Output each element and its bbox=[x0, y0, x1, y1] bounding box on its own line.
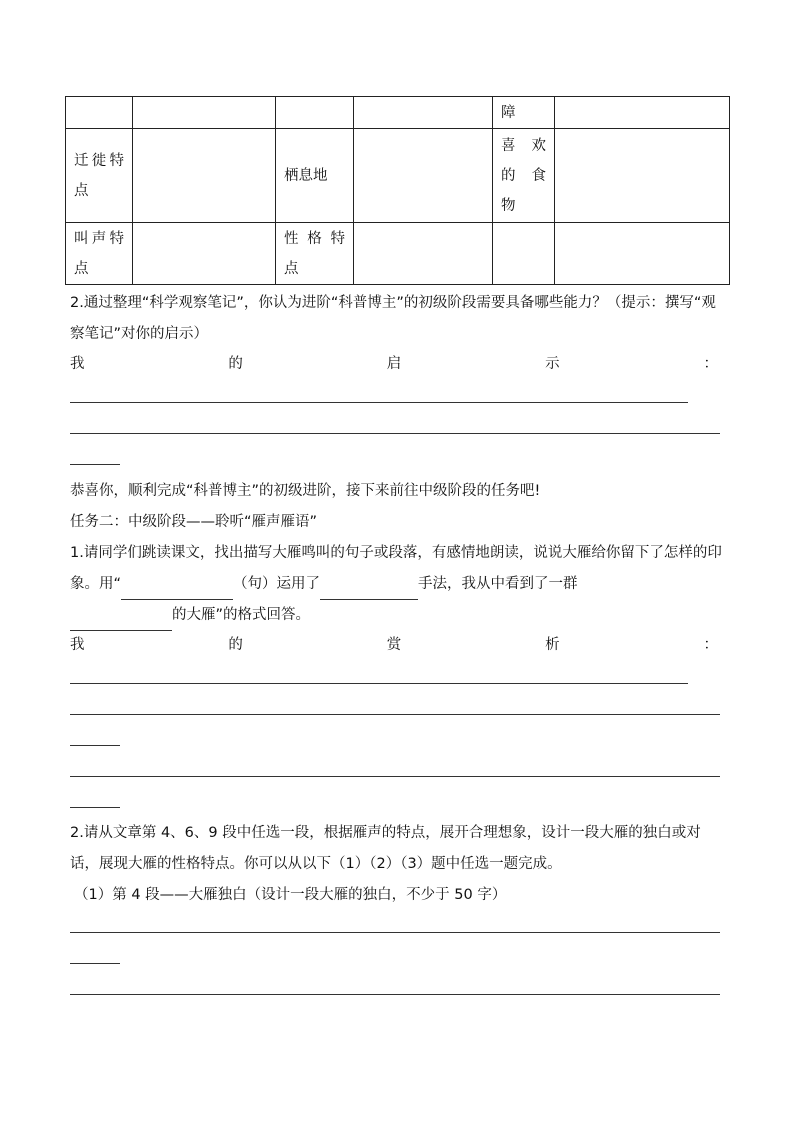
answer-line[interactable] bbox=[70, 807, 120, 808]
table-row bbox=[66, 129, 730, 223]
fill-blank-impression[interactable] bbox=[70, 612, 172, 631]
table-cell bbox=[133, 97, 276, 129]
question-monologue: 2.请从文章第 4、6、9 段中任选一段，根据雁声的特点，展开合理想象，设计一段大雁的独白或对话，展现大雁的性格特点。你可以从以下（1）（2）（3）题中任选一题完成。 bbox=[70, 825, 701, 872]
table-row bbox=[66, 223, 730, 285]
answer-line[interactable] bbox=[70, 433, 720, 434]
table-cell bbox=[555, 223, 730, 285]
answer-line[interactable] bbox=[70, 714, 720, 715]
answer-line[interactable] bbox=[70, 683, 688, 684]
fill-blank-sentence[interactable] bbox=[121, 581, 233, 600]
table-cell-personality-label: 性 格 特 点 bbox=[276, 223, 354, 285]
answer-line[interactable] bbox=[70, 745, 120, 746]
table-cell-migration-label: 迁 徙 特 点 bbox=[66, 129, 133, 223]
table-cell bbox=[354, 223, 493, 285]
task2-title: 任务二：中级阶段——聆听“雁声雁语” bbox=[70, 514, 318, 530]
observation-table bbox=[65, 96, 730, 285]
question-impression: 1.请同学们跳读课文，找出描写大雁鸣叫的句子或段落，有感情地朗读，说说大雁给你留下了怎样的印象。用“ （句）运用了 手法，我从中看到了一群 的大雁”的格式回答。 bbox=[70, 538, 724, 631]
table-cell bbox=[133, 129, 276, 223]
subquestion-1: （1）第 4 段——大雁独白（设计一段大雁的独白，不少于 50 字） bbox=[74, 887, 507, 903]
answer-line[interactable] bbox=[70, 464, 120, 465]
question-ability: 2.通过整理“科学观察笔记”，你认为进阶“科普博主”的初级阶段需要具备哪些能力？（提示：撰写“观察笔记”对你的启示） bbox=[70, 295, 716, 342]
table-cell-food-label: 喜 欢 的 食 物 bbox=[493, 129, 555, 223]
answer-line[interactable] bbox=[70, 402, 688, 403]
table-cell bbox=[133, 223, 276, 285]
fill-blank-technique[interactable] bbox=[320, 581, 418, 600]
table-cell bbox=[555, 97, 730, 129]
table-row bbox=[66, 97, 730, 129]
answer-line[interactable] bbox=[70, 963, 120, 964]
answer-label-insight: 我 的 启 示 ： bbox=[70, 356, 718, 372]
answer-line[interactable] bbox=[70, 932, 720, 933]
congrats-text: 恭喜你，顺利完成“科普博主”的初级进阶，接下来前往中级阶段的任务吧! bbox=[70, 483, 541, 499]
answer-line[interactable] bbox=[70, 994, 720, 995]
table-cell bbox=[66, 97, 133, 129]
table-cell-habitat-label: 栖息地 bbox=[276, 129, 354, 223]
table-cell bbox=[276, 97, 354, 129]
table-cell-obstacle: 障 bbox=[493, 97, 555, 129]
table-cell bbox=[493, 223, 555, 285]
table-cell bbox=[354, 129, 493, 223]
answer-label-appreciation: 我 的 赏 析 ： bbox=[70, 637, 718, 653]
answer-line[interactable] bbox=[70, 776, 720, 777]
table-cell bbox=[555, 129, 730, 223]
table-cell-call-label: 叫 声 特 点 bbox=[66, 223, 133, 285]
table-cell bbox=[354, 97, 493, 129]
